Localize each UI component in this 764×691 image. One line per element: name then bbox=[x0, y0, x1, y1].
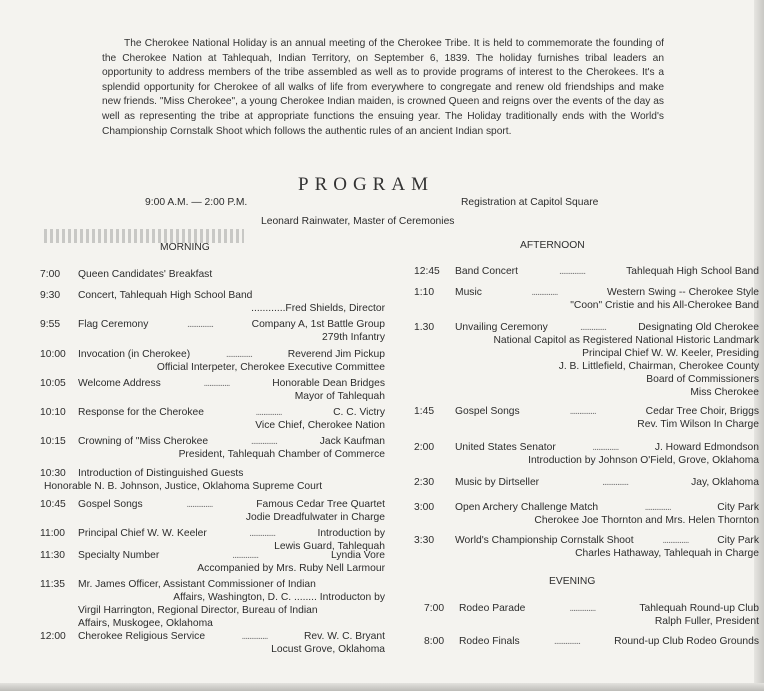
leader-dots: .............. bbox=[592, 442, 619, 453]
entry-title: Introduction of Distinguished Guests bbox=[78, 468, 244, 479]
entry-title: Queen Candidates' Breakfast bbox=[78, 269, 213, 280]
leader-dots: .............. bbox=[569, 406, 596, 417]
entry-detail-line: Honorable N. B. Johnson, Justice, Oklahoma Supreme Court bbox=[44, 481, 323, 492]
entry-title: Response for the Cherokee bbox=[78, 407, 204, 418]
entry-time: 10:45 bbox=[40, 499, 66, 510]
entry-time: 3:00 bbox=[414, 502, 435, 513]
leader-dots: .............. bbox=[602, 477, 629, 488]
entry-detail-line: Introduction by Johnson O'Field, Grove, Oklahoma bbox=[528, 455, 759, 466]
leader-dots: .............. bbox=[186, 499, 213, 510]
entry-performer: J. Howard Edmondson bbox=[654, 442, 759, 453]
leader-dots: .............. bbox=[249, 528, 276, 539]
entry-title: Mr. James Officer, Assistant Commissioner of Indian bbox=[78, 579, 316, 590]
entry-time: 9:30 bbox=[40, 290, 61, 301]
entry-time: 11:30 bbox=[40, 550, 66, 561]
entry-performer: Honorable Dean Bridges bbox=[272, 378, 385, 389]
entry-title: Music by Dirtseller bbox=[455, 477, 540, 488]
entry-detail-line: Locust Grove, Oklahoma bbox=[271, 644, 385, 655]
entry-performer: Famous Cedar Tree Quartet bbox=[256, 499, 385, 510]
entry-performer: Jay, Oklahoma bbox=[691, 477, 759, 488]
entry-time: 8:00 bbox=[424, 636, 445, 647]
faded-stamp-mark bbox=[44, 229, 244, 243]
entry-title: Unvailing Ceremony bbox=[455, 322, 548, 333]
entry-time: 1:45 bbox=[414, 406, 435, 417]
leader-dots: .............. bbox=[662, 535, 689, 546]
entry-time: 10:30 bbox=[40, 468, 66, 479]
entry-detail-line: Affairs, Muskogee, Oklahoma bbox=[78, 618, 213, 629]
leader-dots: .............. bbox=[553, 636, 580, 647]
leader-dots: .............. bbox=[241, 631, 268, 642]
entry-title: Open Archery Challenge Match bbox=[455, 502, 599, 513]
entry-detail-line: Lewis Guard, Tahlequah bbox=[274, 541, 385, 552]
entry-time: 12:45 bbox=[414, 266, 440, 277]
entry-performer: City Park bbox=[717, 502, 759, 513]
intro-paragraph: The Cherokee National Holiday is an annual meeting of the Cherokee Tribe. It is held to commemorate the founding of the Cherokee Nation at Tahlequah, Indian Territory, on September 6, 1839. The holiday furnishes tribal leaders an opportunity to address members of the tribe assembled as well as to provide programs of interest to the Cherokees. It's a splendid opportunity for Cherokee of all walks of life from everywhere to congregate and renew old friendships and make new friends. "Miss Cherokee", a young Cherokee Indian maiden, is crowned Queen and reigns over the events of the day as well as representing the tribe at appropriate functions the ensuing year. The Holiday traditionally ends with the World's Championship Cornstalk Shoot which follows the authentic rules of an ancient Indian sport. bbox=[102, 38, 664, 137]
entry-performer: Designating Old Cherokee bbox=[638, 322, 759, 333]
entry-performer: C. C. Victry bbox=[333, 407, 385, 418]
entry-title: Rodeo Parade bbox=[459, 603, 526, 614]
entry-title: Gospel Songs bbox=[78, 499, 143, 510]
entry-detail-line: Affairs, Washington, D. C. ........ Introducton by bbox=[173, 592, 385, 603]
entry-performer: Rev. W. C. Bryant bbox=[303, 631, 385, 642]
entry-time: 7:00 bbox=[424, 603, 445, 614]
entry-performer: Company A, 1st Battle Group bbox=[251, 319, 385, 330]
entry-detail-line: Official Interpeter, Cherokee Executive Committee bbox=[156, 362, 385, 373]
entry-time: 10:15 bbox=[40, 436, 66, 447]
entry-title: Rodeo Finals bbox=[459, 636, 520, 647]
leader-dots: .............. bbox=[250, 436, 277, 447]
entry-performer: Cedar Tree Choir, Briggs bbox=[645, 406, 759, 417]
entry-detail-line: Rev. Tim Wilson In Charge bbox=[637, 419, 759, 430]
entry-title: Crowning of "Miss Cherokee bbox=[78, 436, 209, 447]
entry-detail-line: Accompanied by Mrs. Ruby Nell Larmour bbox=[197, 563, 385, 574]
entry-time: 11:00 bbox=[40, 528, 66, 539]
entry-performer: Introduction by bbox=[317, 528, 385, 539]
entry-title: Flag Ceremony bbox=[78, 319, 149, 330]
entry-title: Concert, Tahlequah High School Band bbox=[78, 290, 253, 301]
entry-performer: Tahlequah Round-up Club bbox=[639, 603, 759, 614]
morning-heading: MORNING bbox=[160, 242, 210, 253]
entry-performer: Round-up Club Rodeo Grounds bbox=[614, 636, 759, 647]
entry-title: Invocation (in Cherokee) bbox=[78, 349, 191, 360]
entry-title: Music bbox=[455, 287, 482, 298]
entry-performer: City Park bbox=[717, 535, 759, 546]
entry-time: 10:10 bbox=[40, 407, 66, 418]
entry-title: World's Championship Cornstalk Shoot bbox=[455, 535, 634, 546]
entry-detail-line: National Capitol as Registered National Historic Landmark bbox=[493, 335, 759, 346]
entry-time: 2:30 bbox=[414, 477, 435, 488]
leader-dots: .............. bbox=[569, 603, 596, 614]
entry-detail-line: Cherokee Joe Thornton and Mrs. Helen Thornton bbox=[534, 515, 759, 526]
program-title: PROGRAM bbox=[298, 174, 434, 195]
entry-time: 7:00 bbox=[40, 269, 61, 280]
leader-dots: .............. bbox=[255, 407, 282, 418]
entry-detail-line: Board of Commissioners bbox=[646, 374, 759, 385]
entry-title: Principal Chief W. W. Keeler bbox=[78, 528, 207, 539]
entry-detail-line: Ralph Fuller, President bbox=[654, 616, 759, 627]
entry-performer: Western Swing -- Cherokee Style bbox=[606, 287, 759, 298]
leader-dots: .............. bbox=[531, 287, 558, 298]
entry-performer: Reverend Jim Pickup bbox=[287, 349, 385, 360]
leader-dots: .............. bbox=[559, 266, 586, 277]
entry-performer: Lyndia Vore bbox=[330, 550, 385, 561]
leader-dots: .............. bbox=[232, 550, 259, 561]
entry-detail-line: "Coon" Cristie and his All-Cherokee Band bbox=[570, 300, 759, 311]
entry-detail-line: Principal Chief W. W. Keeler, Presiding bbox=[582, 348, 759, 359]
entry-detail-line: President, Tahlequah Chamber of Commerce bbox=[178, 449, 385, 460]
page-bottom-edge bbox=[0, 683, 764, 691]
entry-detail-line: ............Fred Shields, Director bbox=[251, 303, 385, 314]
program-hours: 9:00 A.M. — 2:00 P.M. bbox=[145, 197, 248, 208]
entry-time: 1.30 bbox=[414, 322, 435, 333]
entry-detail-line: Charles Hathaway, Tahlequah in Charge bbox=[575, 548, 759, 559]
entry-detail-line: 279th Infantry bbox=[322, 332, 385, 343]
master-of-ceremonies: Leonard Rainwater, Master of Ceremonies bbox=[261, 216, 455, 227]
leader-dots: .............. bbox=[579, 322, 606, 333]
entry-time: 12:00 bbox=[40, 631, 66, 642]
entry-title: Specialty Number bbox=[78, 550, 160, 561]
leader-dots: .............. bbox=[203, 378, 230, 389]
entry-time: 11:35 bbox=[40, 579, 66, 590]
entry-detail-line: Jodie Dreadfulwater in Charge bbox=[245, 512, 385, 523]
entry-title: United States Senator bbox=[455, 442, 556, 453]
entry-detail-line: Vice Chief, Cherokee Nation bbox=[255, 420, 385, 431]
entry-time: 1:10 bbox=[414, 287, 435, 298]
entry-time: 2:00 bbox=[414, 442, 435, 453]
leader-dots: .............. bbox=[225, 349, 252, 360]
leader-dots: .............. bbox=[186, 319, 214, 330]
entry-detail-line: Mayor of Tahlequah bbox=[294, 391, 385, 402]
entry-detail-line: Miss Cherokee bbox=[690, 387, 759, 398]
entry-detail-line: Virgil Harrington, Regional Director, Bureau of Indian bbox=[78, 605, 318, 616]
leader-dots: .............. bbox=[644, 502, 671, 513]
entry-title: Gospel Songs bbox=[455, 406, 520, 417]
entry-time: 10:00 bbox=[40, 349, 66, 360]
registration-location: Registration at Capitol Square bbox=[461, 197, 599, 208]
entry-title: Cherokee Religious Service bbox=[78, 631, 206, 642]
entry-detail-line: J. B. Littlefield, Chairman, Cherokee County bbox=[558, 361, 759, 372]
entry-time: 10:05 bbox=[40, 378, 66, 389]
entry-title: Band Concert bbox=[455, 266, 518, 277]
entry-performer: Jack Kaufman bbox=[319, 436, 385, 447]
entry-time: 3:30 bbox=[414, 535, 435, 546]
entry-time: 9:55 bbox=[40, 319, 61, 330]
afternoon-heading: AFTERNOON bbox=[520, 240, 585, 251]
entry-performer: Tahlequah High School Band bbox=[626, 266, 759, 277]
entry-title: Welcome Address bbox=[78, 378, 161, 389]
evening-heading: EVENING bbox=[549, 576, 596, 587]
